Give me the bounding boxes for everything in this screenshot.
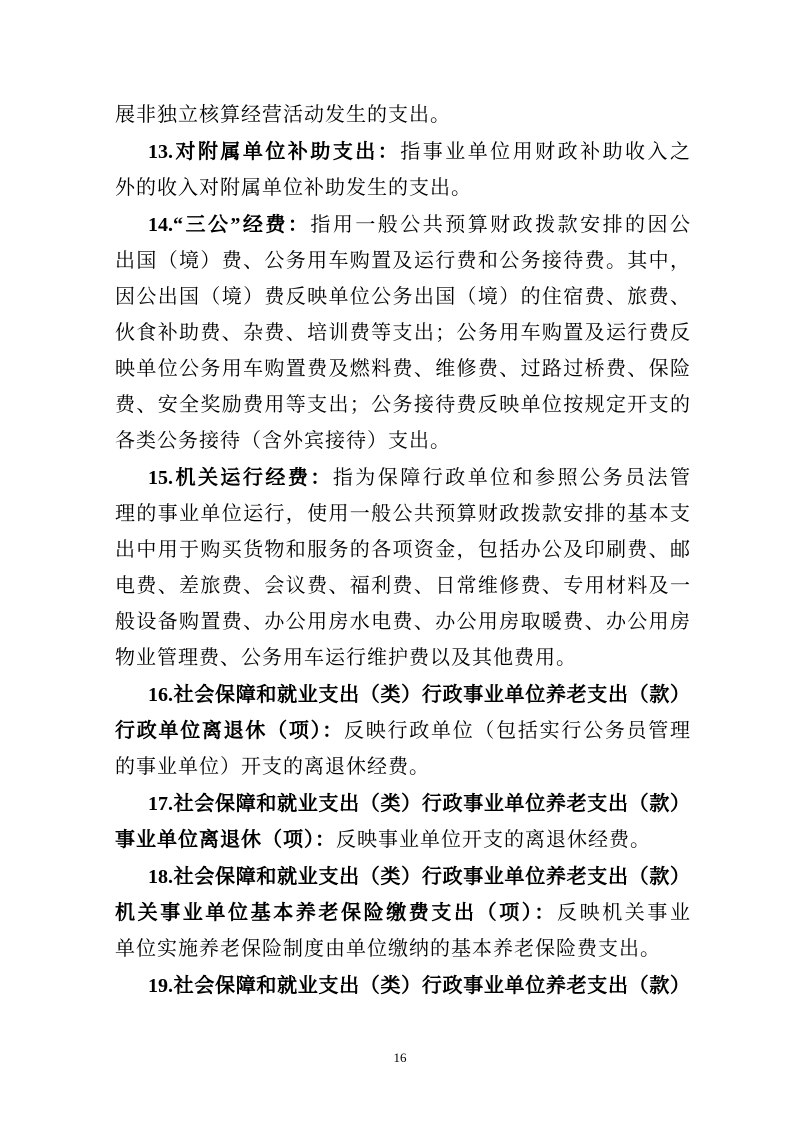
bold-heading: 13.对附属单位补助支出： bbox=[148, 141, 401, 163]
body-text: 因公出国（境）费反映单位公务出国（境）的住宿费、旅费、 bbox=[115, 286, 690, 308]
body-text: 映单位公务用车购置费及燃料费、维修费、过路过桥费、保险 bbox=[115, 358, 690, 380]
body-text: 指为保障行政单位和参照公务员法管 bbox=[332, 467, 690, 489]
body-text: 单位实施养老保险制度由单位缴纳的基本养老保险费支出。 bbox=[115, 938, 661, 960]
text-line bbox=[115, 387, 690, 423]
body-text: 外的收入对附属单位补助发生的支出。 bbox=[115, 177, 472, 199]
body-text: 理的事业单位运行，使用一般公共预算财政拨款安排的基本支 bbox=[115, 503, 690, 525]
page-number: 16 bbox=[393, 1050, 407, 1065]
text-line bbox=[115, 243, 690, 279]
paragraph-15 bbox=[115, 460, 690, 676]
text-line bbox=[115, 822, 690, 858]
body-text: 指用一般公共预算财政拨款安排的因公 bbox=[310, 214, 690, 236]
body-text: 电费、差旅费、会议费、福利费、日常维修费、专用材料及一 bbox=[115, 575, 690, 597]
text-line bbox=[115, 496, 690, 532]
paragraph-18 bbox=[115, 859, 690, 967]
document-body bbox=[115, 97, 690, 1004]
paragraph-16 bbox=[115, 677, 690, 785]
bold-heading: 19.社会保障和就业支出（类）行政事业单位养老支出（款） bbox=[148, 975, 690, 997]
bold-heading: 18.社会保障和就业支出（类）行政事业单位养老支出（款） bbox=[148, 866, 690, 888]
bold-heading: 14.“三公”经费： bbox=[148, 214, 311, 236]
text-line bbox=[115, 786, 690, 822]
text-line bbox=[115, 604, 690, 640]
body-text: 伙食补助费、杂费、培训费等支出；公务用车购置及运行费反 bbox=[115, 322, 690, 344]
body-text: 反映行政单位（包括实行公务员管理 bbox=[344, 720, 690, 742]
text-line bbox=[115, 532, 690, 568]
body-text: 各类公务接待（含外宾接待）支出。 bbox=[115, 430, 451, 452]
body-text: 出国（境）费、公务用车购置及运行费和公务接待费。其中， bbox=[115, 250, 690, 272]
text-line bbox=[115, 859, 690, 895]
body-text: 出中用于购买货物和服务的各项资金，包括办公及印刷费、邮 bbox=[115, 539, 690, 561]
text-line bbox=[115, 134, 690, 170]
text-line bbox=[115, 460, 690, 496]
bold-heading: 17.社会保障和就业支出（类）行政事业单位养老支出（款） bbox=[148, 793, 690, 815]
text-line bbox=[115, 170, 690, 206]
paragraph-13 bbox=[115, 134, 690, 206]
text-line bbox=[115, 207, 690, 243]
bold-heading: 机关事业单位基本养老保险缴费支出（项）： bbox=[115, 902, 557, 924]
bold-heading: 事业单位离退休（项）： bbox=[115, 829, 336, 851]
text-line bbox=[115, 640, 690, 676]
text-line bbox=[115, 749, 690, 785]
text-line bbox=[115, 97, 690, 133]
body-text: 指事业单位用财政补助收入之 bbox=[400, 141, 690, 163]
bold-heading: 16.社会保障和就业支出（类）行政事业单位养老支出（款） bbox=[148, 684, 690, 706]
text-line bbox=[115, 351, 690, 387]
text-line bbox=[115, 315, 690, 351]
body-text: 反映事业单位开支的离退休经费。 bbox=[336, 829, 651, 851]
text-line bbox=[115, 568, 690, 604]
paragraph-14 bbox=[115, 207, 690, 459]
text-line bbox=[115, 713, 690, 749]
paragraph-19 bbox=[115, 968, 690, 1004]
paragraph-17 bbox=[115, 786, 690, 858]
bold-heading: 15.机关运行经费： bbox=[148, 467, 333, 489]
body-text: 费、安全奖励费用等支出；公务接待费反映单位按规定开支的 bbox=[115, 394, 690, 416]
text-line bbox=[115, 968, 690, 1004]
body-text: 物业管理费、公务用车运行维护费以及其他费用。 bbox=[115, 647, 577, 669]
body-text: 般设备购置费、办公用房水电费、办公用房取暖费、办公用房 bbox=[115, 611, 690, 633]
body-text: 反映机关事业 bbox=[557, 902, 690, 924]
body-text: 的事业单位）开支的离退休经费。 bbox=[115, 756, 430, 778]
text-line bbox=[115, 423, 690, 459]
bold-heading: 行政单位离退休（项）： bbox=[115, 720, 345, 742]
paragraph-continuation bbox=[115, 97, 690, 133]
body-text: 展非独立核算经营活动发生的支出。 bbox=[115, 104, 451, 126]
text-line bbox=[115, 279, 690, 315]
text-line bbox=[115, 895, 690, 931]
text-line bbox=[115, 677, 690, 713]
text-line bbox=[115, 931, 690, 967]
